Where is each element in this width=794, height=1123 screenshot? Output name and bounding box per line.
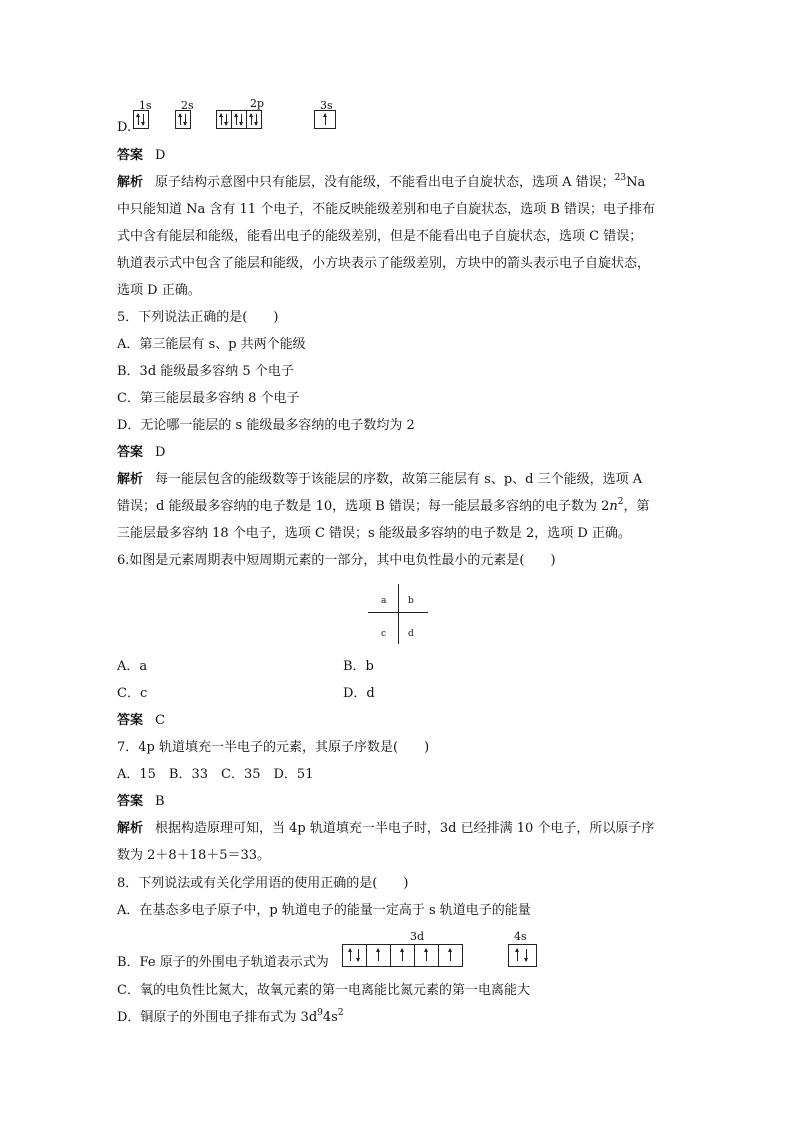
orbital-cell xyxy=(367,945,391,966)
orbital-cell xyxy=(176,111,190,128)
q8-option-b: B．Fe 原子的外围电子轨道表示式为 xyxy=(117,955,329,970)
answer-label: 答案 xyxy=(117,713,144,728)
orbital-cell xyxy=(509,945,536,966)
orbital-cell xyxy=(315,111,335,128)
spin-up-arrow-icon xyxy=(450,949,451,961)
spin-up-arrow-icon xyxy=(402,949,403,961)
orbital-name: 3s xyxy=(320,99,333,112)
orbital-cell xyxy=(439,945,462,966)
q5-answer xyxy=(117,445,165,461)
periodic-table-fragment xyxy=(368,584,428,644)
superscript: 2 xyxy=(337,1007,344,1018)
q7-stem: 7．4p 轨道填充一半电子的元素，其原子序数是( ) xyxy=(117,740,430,755)
orbital-cell xyxy=(232,111,247,128)
element-b: b xyxy=(408,596,414,606)
q7-analysis-line2: 数为 2＋8＋18＋5＝33。 xyxy=(117,848,271,863)
orbital-cell xyxy=(343,945,367,966)
spin-down-arrow-icon xyxy=(526,949,527,961)
q5-option-a: A．第三能层有 s、p 共两个能级 xyxy=(117,337,306,352)
table-divider-vertical xyxy=(398,584,399,644)
spin-down-arrow-icon xyxy=(226,114,227,125)
q5-option-d: D．无论哪一能层的 s 能级最多容纳的电子数均为 2 xyxy=(117,418,415,433)
superscript: 23 xyxy=(614,172,627,183)
text: 每一能层包含的能级数等于该能层的序数，故第三能层有 s、p、d 三个能级，选项 A xyxy=(155,472,643,487)
orbital-name: 2s xyxy=(181,99,194,112)
element-c: c xyxy=(381,629,387,639)
spin-up-arrow-icon xyxy=(517,949,518,961)
q8-option-c: C．氧的电负性比氮大，故氧元素的第一电离能比氮元素的第一电离能大 xyxy=(117,983,530,998)
answer-label: 答案 xyxy=(117,445,144,460)
orbital-cell xyxy=(217,111,232,128)
q5-option-b: B．3d 能级最多容纳 5 个电子 xyxy=(117,364,294,379)
spin-down-arrow-icon xyxy=(185,114,186,125)
answer-value: B xyxy=(155,794,165,809)
q5-analysis-line2 xyxy=(117,496,650,515)
italic-n: n xyxy=(609,499,618,514)
q4-analysis-line5: 选项 D 正确。 xyxy=(117,283,201,298)
q7-analysis-line1 xyxy=(117,821,654,837)
answer-value: D xyxy=(155,445,166,460)
text: 错误；d 能级最多容纳的电子数是 10，选项 B 错误；每一能层最多容纳的电子数为 2 xyxy=(117,499,610,514)
element-a: a xyxy=(381,596,387,606)
text: 原子结构示意图中只有能层，没有能级，不能看出电子自旋状态，选项 A 错误； xyxy=(155,175,615,190)
spin-up-arrow-icon xyxy=(236,114,237,125)
q8-option-d xyxy=(117,1007,344,1026)
spin-up-arrow-icon xyxy=(350,949,351,961)
q4-answer xyxy=(117,148,165,164)
q4-analysis-line4: 轨道表示式中包含了能层和能级，小方块表示了能级差别，方块中的箭头表示电子自旋状态， xyxy=(117,256,651,271)
analysis-label: 解析 xyxy=(117,821,144,836)
q4-analysis-line3: 式中含有能层和能级，能看出电子的能级差别，但是不能看出电子自旋状态，选项 C 错误； xyxy=(117,229,643,244)
table-divider-horizontal xyxy=(368,612,428,613)
answer-label: 答案 xyxy=(117,794,144,809)
q6-stem: 6.如图是元素周期表中短周期元素的一部分，其中电负性最小的元素是( ) xyxy=(117,553,556,568)
orbital-name: 3d xyxy=(410,930,425,943)
answer-label: 答案 xyxy=(117,148,144,163)
answer-value: C xyxy=(155,713,165,728)
text: D．铜原子的外围电子排布式为 3d xyxy=(117,1010,318,1025)
text: ，第 xyxy=(623,499,650,514)
q4-analysis-line1 xyxy=(117,172,646,191)
spin-up-arrow-icon xyxy=(426,949,427,961)
orbital-cell xyxy=(134,111,148,128)
analysis-label: 解析 xyxy=(117,175,144,190)
q6-option-d: D．d xyxy=(343,686,375,701)
spin-up-arrow-icon xyxy=(221,114,222,125)
answer-value: D xyxy=(155,148,166,163)
superscript: 9 xyxy=(317,1007,323,1018)
spin-up-arrow-icon xyxy=(180,114,181,125)
superscript: 2 xyxy=(617,496,624,507)
q6-answer xyxy=(117,713,165,729)
q6-option-a: A．a xyxy=(117,659,148,674)
q5-analysis-line1 xyxy=(117,472,642,488)
spin-down-arrow-icon xyxy=(143,114,144,125)
orbital-cell xyxy=(247,111,261,128)
q7-options: A．15 B．33 C．35 D．51 xyxy=(117,767,314,782)
spin-down-arrow-icon xyxy=(358,949,359,961)
spin-down-arrow-icon xyxy=(241,114,242,125)
orbital-cell xyxy=(391,945,415,966)
q7-answer xyxy=(117,794,165,810)
spin-down-arrow-icon xyxy=(256,114,257,125)
spin-up-arrow-icon xyxy=(378,949,379,961)
q6-option-b: B．b xyxy=(343,659,374,674)
q4-analysis-line2: 中只能知道 Na 含有 11 个电子，不能反映能级差别和电子自旋状态，选项 B 错误；电子排布 xyxy=(117,202,656,217)
orbital-name: 2p xyxy=(250,97,265,110)
spin-up-arrow-icon xyxy=(325,114,326,125)
orbital-name: 1s xyxy=(139,99,152,112)
text: 4s xyxy=(322,1010,338,1025)
q6-option-c: C．c xyxy=(117,686,148,701)
q5-analysis-line3: 三能层最多容纳 18 个电子，选项 C 错误；s 能级最多容纳的电子数是 2，选项 D 正确。 xyxy=(117,526,631,541)
analysis-label: 解析 xyxy=(117,472,144,487)
spin-up-arrow-icon xyxy=(138,114,139,125)
q8-option-a: A．在基态多电子原子中，p 轨道电子的能量一定高于 s 轨道电子的能量 xyxy=(117,903,531,918)
text: Na xyxy=(626,175,646,190)
text: 根据构造原理可知，当 4p 轨道填充一半电子时，3d 已经排满 10 个电子，所以原子序 xyxy=(155,821,655,836)
element-d: d xyxy=(408,629,414,639)
q5-stem: 5．下列说法正确的是( ) xyxy=(117,310,279,325)
orbital-name: 4s xyxy=(514,930,527,943)
q5-option-c: C．第三能层最多容纳 8 个电子 xyxy=(117,391,300,406)
q8-stem: 8．下列说法或有关化学用语的使用正确的是( ) xyxy=(117,876,409,891)
orbital-cell xyxy=(415,945,439,966)
spin-up-arrow-icon xyxy=(251,114,252,125)
q4-option-d-label: D. xyxy=(117,120,132,135)
